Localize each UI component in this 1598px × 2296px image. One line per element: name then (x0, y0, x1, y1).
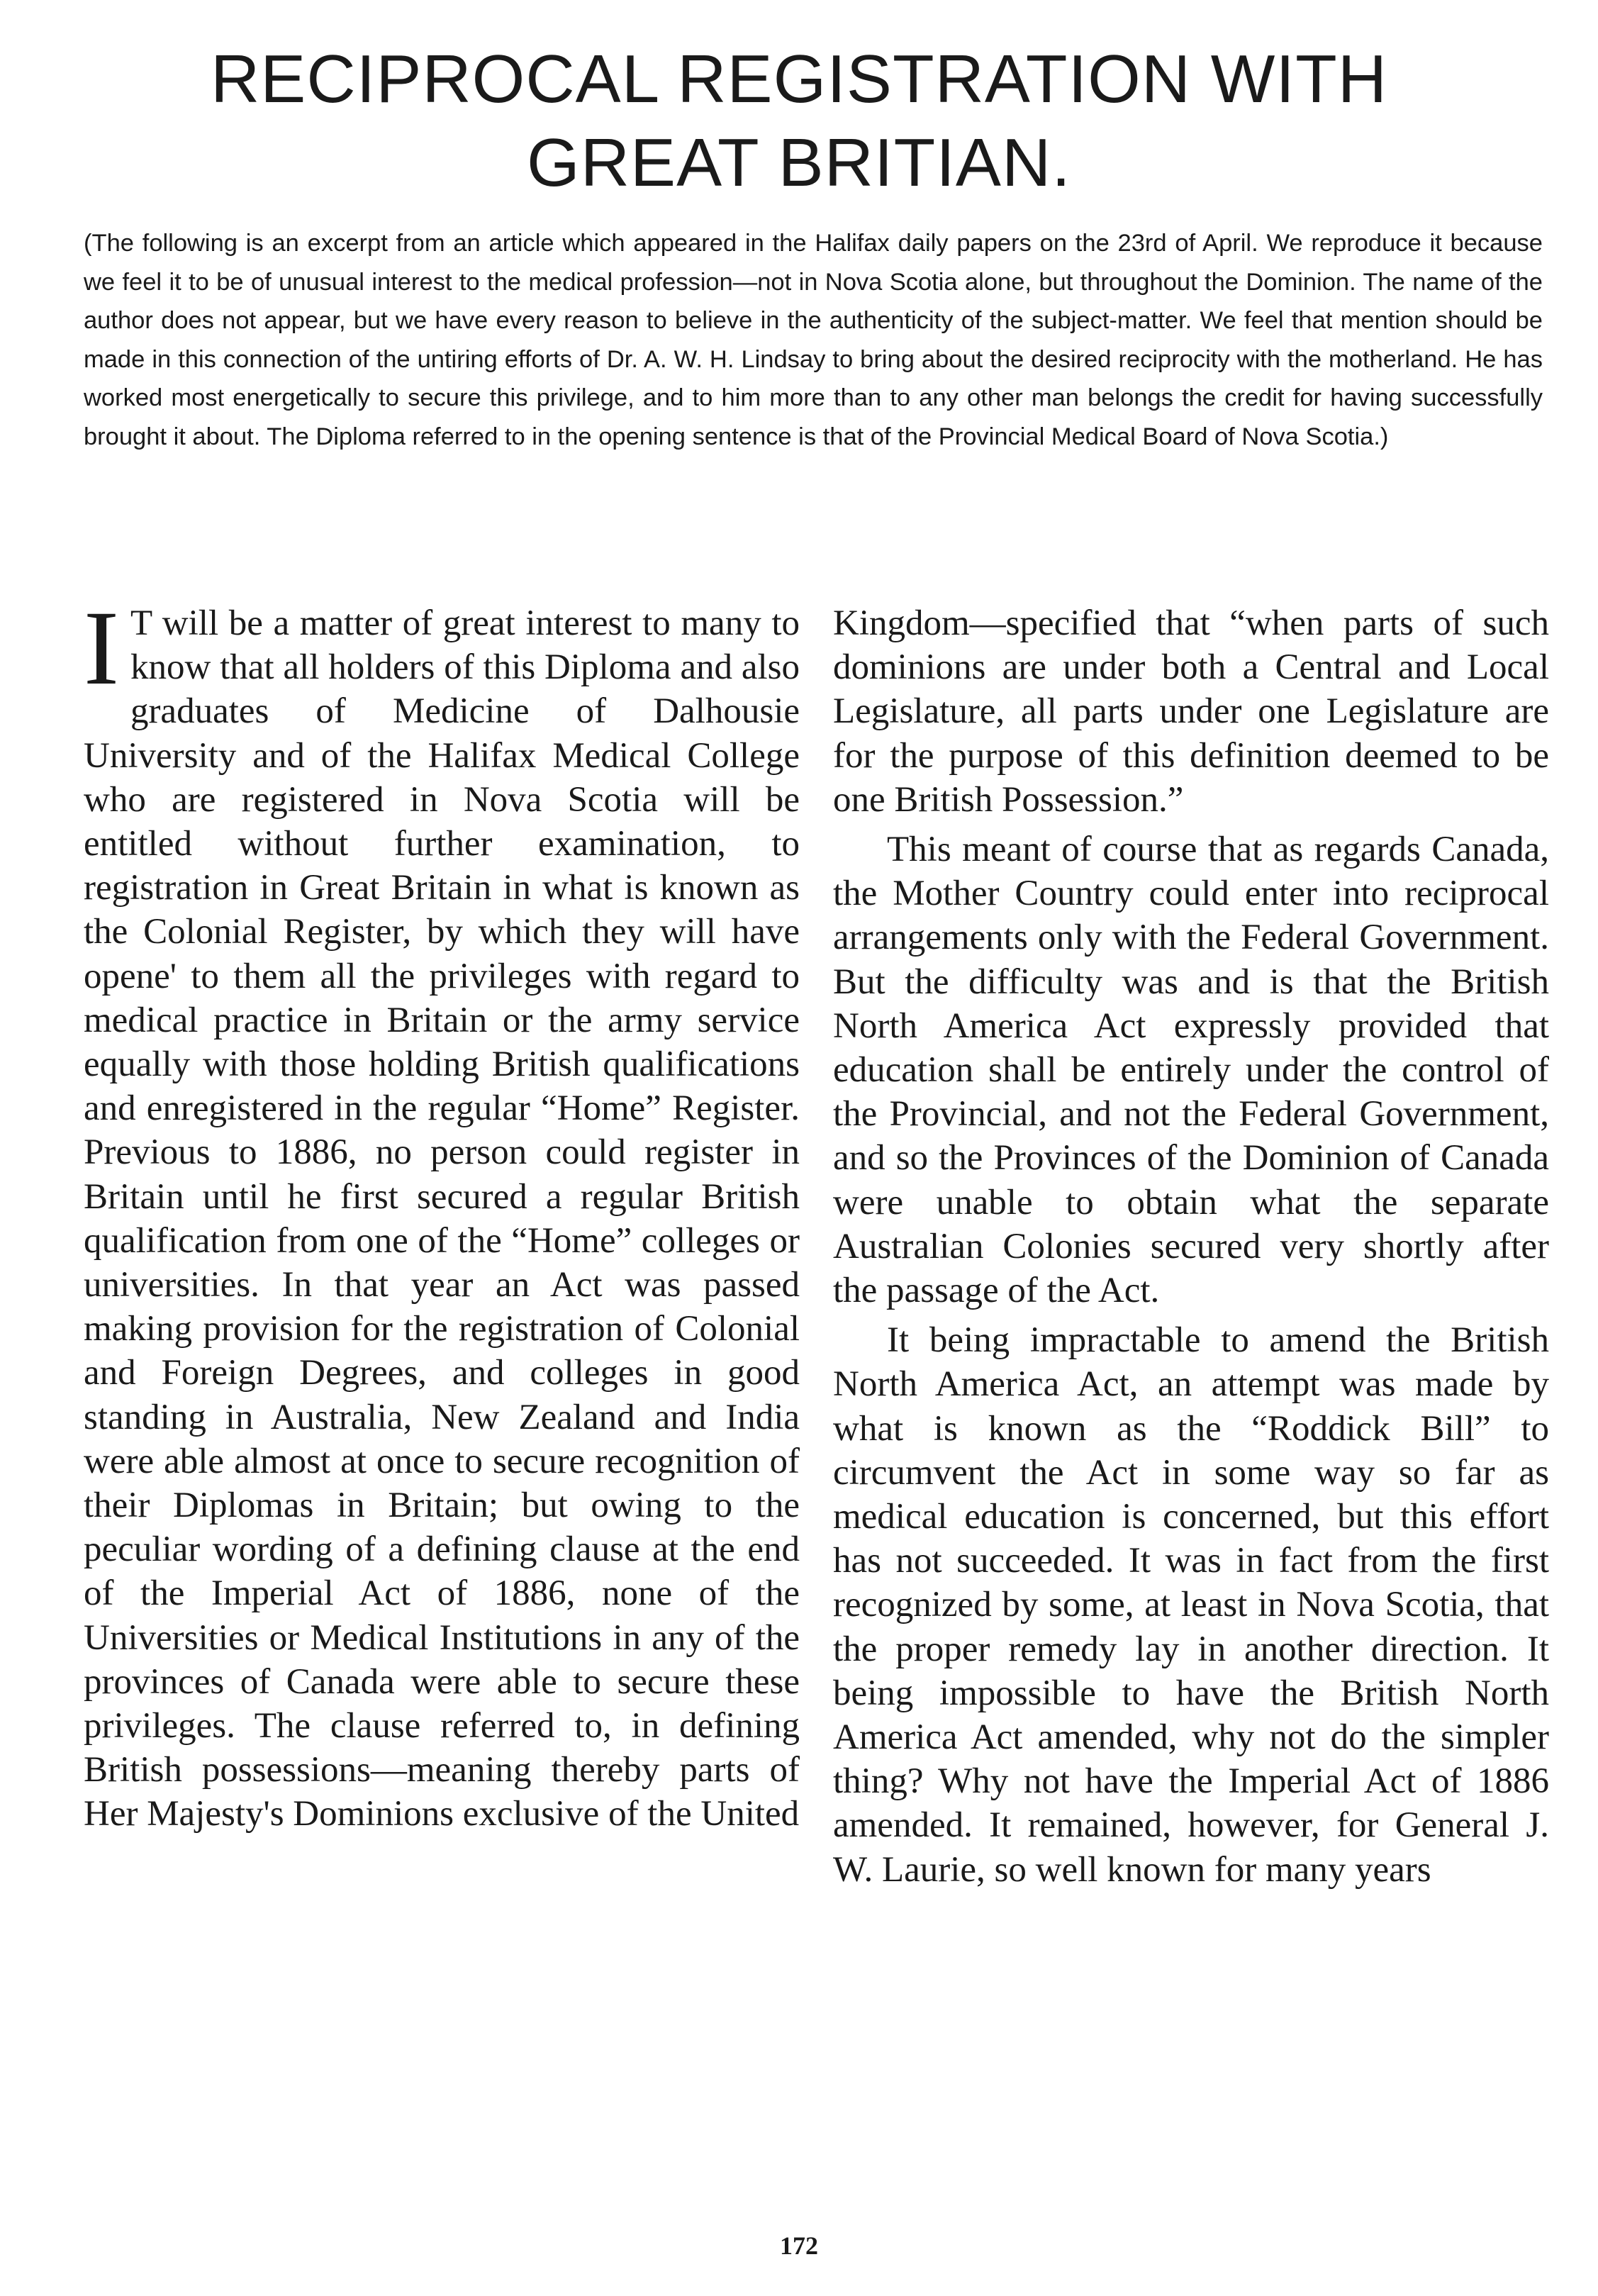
article-column-right (833, 601, 1549, 1892)
editorial-note: (The following is an excerpt from an article which appeared in the Halifax daily papers on the 23rd of April. We reproduce it because we feel it to be of unusual interest to the medical profession—not in Nova Scotia alone, but throughout the Dominion. The name of the author does not appear, but we have every reason to believe in the authenticity of the subject-matter. We feel that mention should be made in this connection of the untiring efforts of Dr. A. W. H. Lindsay to bring about the desired reciprocity with the motherland. He has worked most energetically to secure this privilege, and to him more than to any other man belongs the credit for having successfully brought it about. The Diploma referred to in the opening sentence is that of the Provincial Medical Board of Nova Scotia.) (84, 230, 1543, 450)
right-paragraph-1: Kingdom—specified that “when parts of such dominions are under both a Central and Local Legislature, all parts under one Legislature are for the purpose of this definition deemed to be one British Possession.” (833, 603, 1549, 820)
left-column-text: T will be a matter of great interest to many to know that all holders of this Diploma and also graduates of Medicine of Dalhousie University and of the Halifax Medical College who are registered in Nova Scotia will be entitled without further examination, to registration in Great Britain in what is known as the Colonial Register, by which they will have opene' to them all the privileges with regard to medical practice in Britain or the army service equally with those holding British qualifications and enregistered in the regular “Home” Register. Previous to 1886, no person could register in Britain until he first secured a regular British qualification from one of the “Home” colleges or universities. In that year an Act was passed making provision for the registration of Colonial and Foreign Degrees, and colleges in good standing in Australia, New Zealand and India were able almost at once to secure recognition of their Diplomas in Britain; but owing to the peculiar wording of a defining clause at the end of the Imperial Act of 1886, none of the Universities or Medical Institutions in any of the provinces of Canada were able to secure these privileges. The clause referred to, in defining British possessions—meaning thereby parts of Her Majesty's Dominions exclusive of the United (84, 603, 800, 1834)
drop-cap: I (84, 589, 119, 707)
article-column-left (84, 589, 800, 1837)
left-paragraph (84, 589, 800, 1837)
right-paragraph-2: This meant of course that as regards Canada, the Mother Country could enter into reciprocal arrangements only with the Federal Government. But the difficulty was and is that the British North America Act expressly provided that education shall be entirely under the control of the Provincial, and not the Federal Government, and so the Provinces of the Dominion of Canada were unable to obtain what the separate Australian Colonies secured very shortly after the passage of the Act. (833, 830, 1549, 1311)
article-title-line-1: RECIPROCAL REGISTRATION WITH (210, 41, 1388, 117)
article-title-line-2: GREAT BRITIAN. (527, 125, 1071, 201)
right-paragraph-3: It being impractable to amend the British North America Act, an attempt was made by what is known as the “Roddick Bill” to circumvent the Act in some way so far as medical education is concerned, but this effort has not succeeded. It was in fact from the first recognized by some, at least in Nova Scotia, that the proper remedy lay in another direction. It being impossible to have the British North America Act amended, why not do the simpler thing? Why not have the Imperial Act of 1886 amended. It remained, however, for General J. W. Laurie, so well known for many years (833, 1320, 1549, 1890)
page-number: 172 (780, 2231, 818, 2260)
